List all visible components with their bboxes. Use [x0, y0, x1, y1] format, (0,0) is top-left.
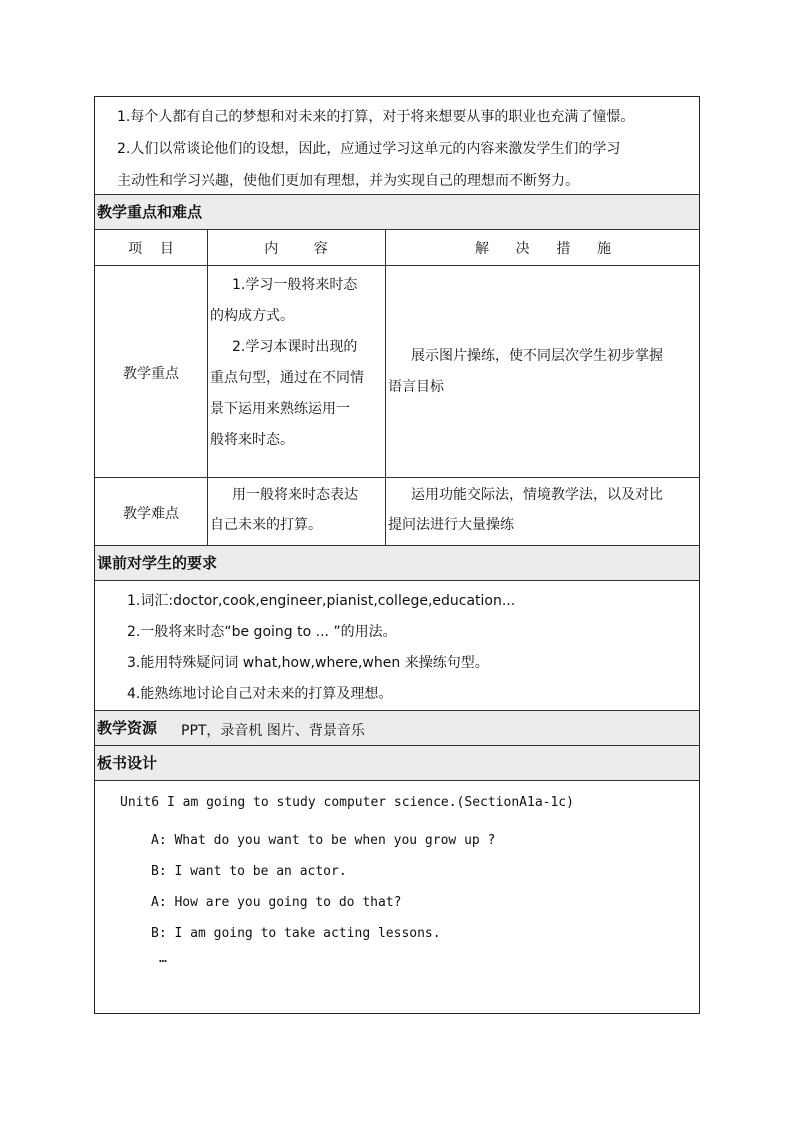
resources-row [95, 711, 699, 746]
key-points-content-4: 重点句型，通过在不同情 [210, 370, 364, 386]
intro-line-1: 1.每个人都有自己的梦想和对未来的打算，对于将来想要从事的职业也充满了憧憬。 [117, 109, 635, 125]
requirements-header: 课前对学生的要求 [95, 546, 699, 581]
intro-section [95, 97, 699, 195]
key-points-content-3: 2.学习本课时出现的 [232, 339, 358, 355]
key-points-content-5: 景下运用来熟练运用一 [210, 401, 350, 417]
focus-column-headers [95, 230, 699, 266]
requirement-item-1: 1.词汇:doctor,cook,engineer,pianist,college,education... [127, 593, 516, 609]
resources-value: PPT，录音机 图片、背景音乐 [181, 723, 365, 739]
board-line-4: B: I am going to take acting lessons. [151, 926, 441, 941]
intro-line-2: 2.人们以常谈论他们的设想，因此，应通过学习这单元的内容来激发学生们的学习 [117, 141, 621, 157]
board-design-section [95, 781, 699, 1013]
difficult-points-content-1: 用一般将来时态表达 [232, 487, 358, 503]
divider-vertical [207, 230, 208, 546]
board-line-3: A: How are you going to do that? [151, 895, 402, 910]
key-points-solution-2: 语言目标 [388, 379, 444, 395]
key-points-content-2: 的构成方式。 [210, 308, 294, 324]
board-heading: Unit6 I am going to study computer science.(SectionA1a-1c) [120, 795, 574, 810]
requirement-item-4: 4.能熟练地讨论自己对未来的打算及理想。 [127, 686, 393, 702]
key-points-content-6: 般将来时态。 [210, 432, 294, 448]
board-design-header: 板书设计 [95, 746, 699, 781]
board-line-2: B: I want to be an actor. [151, 864, 347, 879]
key-points-label: 教学重点 [123, 366, 179, 382]
key-points-solution-1: 展示图片操练，使不同层次学生初步掌握 [411, 348, 663, 364]
column-header-solution: 解 决 措 施 [474, 241, 612, 257]
key-points-row [95, 266, 699, 478]
key-points-content-1: 1.学习一般将来时态 [232, 277, 358, 293]
difficult-points-row [95, 478, 699, 546]
column-header-content: 内 容 [264, 241, 328, 257]
focus-section-header: 教学重点和难点 [95, 195, 699, 230]
difficult-points-solution-2: 提问法进行大量操练 [388, 517, 514, 533]
intro-line-3: 主动性和学习兴趣，使他们更加有理想，并为实现自己的理想而不断努力。 [117, 173, 579, 189]
divider-vertical [385, 230, 386, 546]
board-line-1: A: What do you want to be when you grow up ? [151, 833, 496, 848]
board-line-5: … [159, 951, 167, 966]
difficult-points-solution-1: 运用功能交际法，情境教学法，以及对比 [411, 487, 663, 503]
requirement-item-2: 2.一般将来时态“be going to ... ”的用法。 [127, 624, 397, 640]
difficult-points-content-2: 自己未来的打算。 [210, 517, 322, 533]
resources-label: 教学资源 [97, 719, 158, 737]
lesson-plan-table [94, 96, 700, 1014]
requirements-section [95, 581, 699, 711]
requirement-item-3: 3.能用特殊疑问词 what,how,where,when 来操练句型。 [127, 655, 489, 671]
difficult-points-label: 教学难点 [123, 506, 179, 522]
column-header-item: 项 目 [128, 241, 174, 257]
